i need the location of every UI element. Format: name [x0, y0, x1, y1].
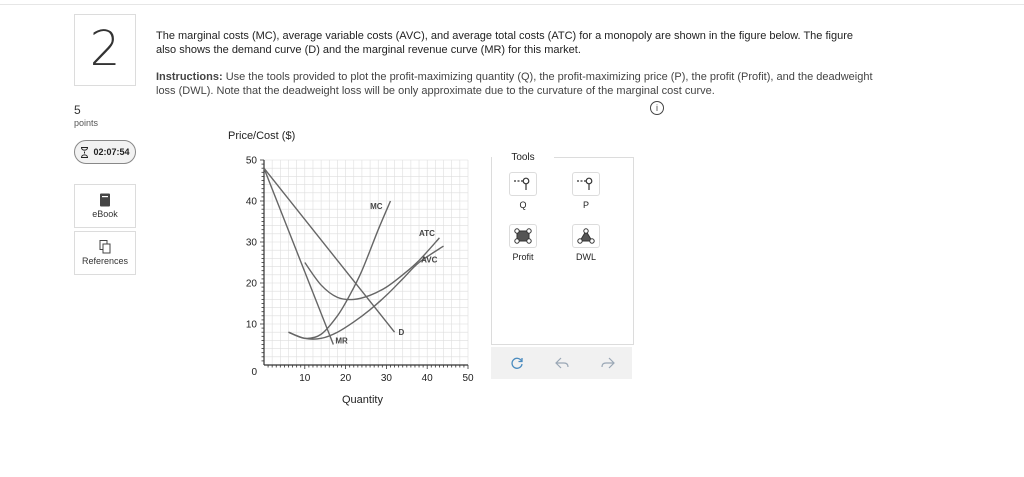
question-number: 2 [89, 21, 121, 77]
tool-profit-label: Profit [512, 252, 534, 262]
y-tick-label: 10 [245, 319, 257, 331]
origin-label: 0 [251, 367, 257, 378]
redo-button[interactable] [599, 355, 617, 371]
points-label: points [74, 118, 99, 128]
instructions-label: Instructions: [156, 71, 223, 83]
x-axis-label: Quantity [342, 394, 383, 406]
tool-q[interactable] [501, 172, 545, 210]
top-divider [0, 4, 1024, 5]
info-icon[interactable]: i [650, 101, 664, 115]
points-value: 5 [74, 103, 81, 117]
tools-title: Tools [492, 152, 554, 163]
series-atc-label: ATC [419, 228, 435, 238]
edit-toolbar [491, 347, 632, 379]
timer-badge[interactable] [74, 140, 136, 164]
series-avc-label: AVC [421, 255, 438, 265]
instructions [156, 70, 876, 98]
hourglass-icon [80, 147, 89, 158]
y-tick-label: 30 [245, 237, 257, 249]
tool-dwl[interactable] [564, 224, 608, 262]
vertical-line-tool-icon [513, 177, 533, 191]
triangle-tool-icon [576, 228, 596, 244]
undo-icon [555, 357, 569, 369]
redo-icon [601, 357, 615, 369]
x-tick-label: 30 [380, 373, 392, 384]
cost-chart[interactable] [236, 150, 476, 390]
tool-p[interactable] [564, 172, 608, 210]
reset-icon [510, 356, 524, 370]
y-tick-label: 40 [245, 196, 257, 208]
horizontal-line-tool-icon [576, 177, 596, 191]
x-tick-label: 40 [421, 373, 433, 384]
book-icon [99, 193, 111, 207]
ebook-label: eBook [92, 209, 118, 219]
timer-text: 02:07:54 [93, 147, 130, 157]
references-button[interactable] [74, 231, 136, 275]
question-number-box [74, 14, 136, 86]
tool-profit[interactable] [501, 224, 545, 262]
question-prompt: The marginal costs (MC), average variable costs (AVC), and average total costs (ATC) for a monopoly are shown in the figure below. The figure also shows the demand curve (D) and the marginal revenue curve (MR) for this market. [156, 30, 853, 56]
series-mr-line [264, 168, 333, 344]
x-tick-label: 20 [340, 373, 352, 384]
tool-q-label: Q [519, 200, 527, 210]
instructions-text: Use the tools provided to plot the profit-maximizing quantity (Q), the profit-maximizing price (P), the profit (Profit), and the deadweight loss (DWL). Note that the deadweight loss will be only approximate due to the curvature of the marginal cost curve. [156, 71, 873, 97]
tool-p-label: P [582, 200, 589, 210]
tools-panel [491, 152, 634, 345]
undo-button[interactable] [553, 355, 571, 371]
y-axis-label: Price/Cost ($) [228, 130, 296, 142]
x-tick-label: 10 [299, 373, 311, 384]
y-tick-label: 20 [245, 278, 257, 290]
x-tick-label: 50 [462, 373, 474, 384]
reset-button[interactable] [508, 355, 526, 371]
series-mc-label: MC [370, 202, 383, 212]
ebook-button[interactable] [74, 184, 136, 228]
documents-icon [99, 240, 111, 254]
y-tick-label: 50 [245, 155, 257, 167]
series-d-label: D [398, 328, 405, 338]
series-mr-label: MR [335, 336, 348, 346]
rectangle-tool-icon [513, 228, 533, 244]
references-label: References [81, 256, 129, 266]
tool-dwl-label: DWL [576, 252, 596, 262]
